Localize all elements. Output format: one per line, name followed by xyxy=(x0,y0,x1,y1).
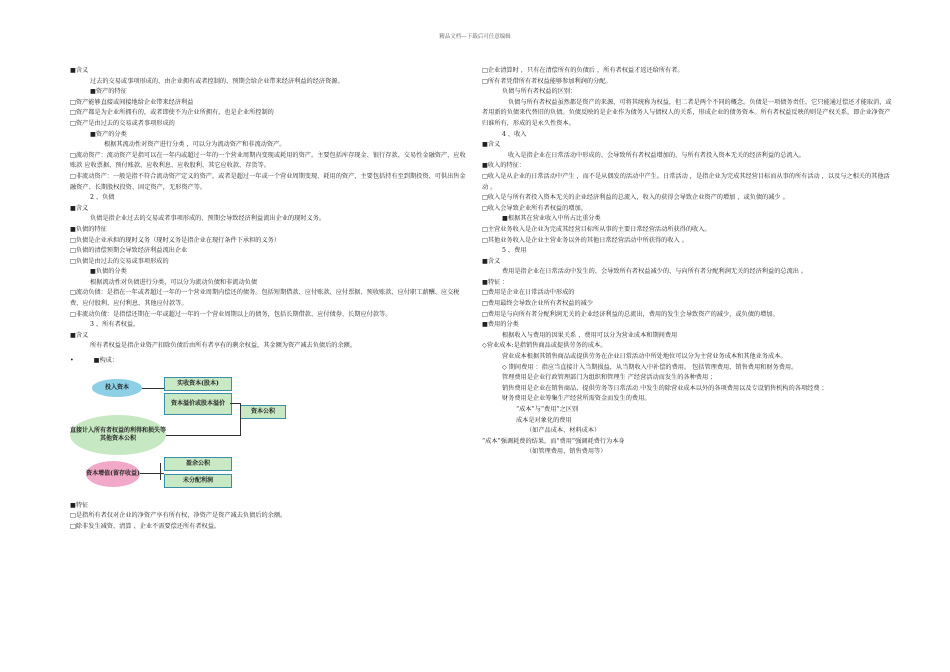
diagram-direct-gains-losses: 直接计入所有者权益的利得和损失等其他资本公积 xyxy=(70,415,166,455)
difference-text: 负债与所有者权益虽然都是资产的来源，可将其统称为权益，但二者是两个不同的概念。负债是一项债务责任，它只能通过偿还才能取消，或者用新的负债来代替旧的负债。负债反映的是企业作为债务人与债权人的关系，形成企业的债务资本。所有者权益反映的则是产权关系，即企业净资产归谁所有，形成的是永久性资本。 xyxy=(482,98,892,127)
liability-meaning-heading: ■含义 xyxy=(70,204,89,212)
asset-features-heading: ■资产的特征 xyxy=(90,88,127,96)
equity-meaning-heading: ■含义 xyxy=(70,331,89,339)
connector-vertical xyxy=(240,403,241,436)
equity-feature-4: □所有者凭借所有者权益能够参加利润的分配。 xyxy=(482,77,612,85)
diagram-invested-capital: 投入资本 xyxy=(92,379,142,397)
connector-direct xyxy=(166,435,240,436)
composition-heading: ■构成： xyxy=(93,357,119,365)
revenue-feature-1: □收入是从企业的日常活动中产生 ，而不是从偶发的活动中产生。日常活动 ，是指企业为完成其经营目标而从事的所有活动 ，以及与之相关的其他活动 。 xyxy=(482,172,890,191)
liability-classification-heading: ■负债的分类 xyxy=(90,268,127,276)
connector-premium xyxy=(230,403,240,404)
asset-feature-3: □资产是由过去的交易或者事项形成的 xyxy=(70,119,175,127)
main-business-revenue: □主营业务收入是企业为完成其经营目标所从事的主要日常经营活动所获得的收入。 xyxy=(482,225,711,233)
liability-feature-2: □负债的清偿预期会导致经济利益流出企业 xyxy=(70,247,188,255)
liability-features-heading: ■负债的特征 xyxy=(70,225,107,233)
finance-expense: 财务费用是企业筹集生产经营所需资金而发生的费用。 xyxy=(502,395,651,403)
operating-cost-definition: ◇营业成本:是指销售商品或提供劳务的成本。 xyxy=(482,342,607,350)
expense-heading: 5 、费用 xyxy=(502,247,527,255)
difference-heading: 负债与所有者权益的区别： xyxy=(502,88,577,96)
admin-expense: 管理费用是企业行政管理部门为组织和管理生 产经营活动而发生的各种费用 ； xyxy=(502,374,717,382)
equity-feature-1: □是指所有者仅对企业的净资产享有所有权，净资产是资产减去负债后的余额。 xyxy=(70,512,287,520)
left-column xyxy=(70,66,470,532)
diagram-undistributed-profit: 未分配利润 xyxy=(164,474,232,488)
equity-feature-2: □除非发生减资、清算 、企业不需要偿还所有者权益。 xyxy=(70,522,221,530)
other-business-revenue: □其他业务收入是企业主营业务以外的其他日常经营活动中所获得的收入 。 xyxy=(482,236,688,244)
liabilities-heading: 2 、负债 xyxy=(90,194,115,202)
current-liabilities: □流动负债：是指在一年或者超过一年的一个营业周期内偿还的债务。包括短期借款、应付账款、应付票据、预收账款、应付职工薪酬、应交税费、应付股利、应付利息、其他应付款等。 xyxy=(70,289,460,308)
revenue-heading: 4 、收入 xyxy=(502,130,527,138)
liability-feature-1: □负债是企业承担的现时义务（现时义务是指企业在现行条件下承担的义务） xyxy=(70,236,281,244)
expense-feature-1: □费用是企业在日常活动中形成的 xyxy=(482,289,575,297)
cost-vs-expense-text: “成本”强调耗费的结果，而“费用”强调耗费行为本身 xyxy=(482,437,625,445)
diagram-surplus-reserve: 盈余公积 xyxy=(164,457,232,471)
asset-classification-text: 根据其流动性对资产进行分类 ，可以分为流动资产和非流动资产。 xyxy=(104,141,286,149)
connector-invest xyxy=(142,388,164,389)
operating-cost-text: 营业成本根据其销售商品或提供劳务在企业日常活动中所处地位可以分为主营业务成本和其他业务成本。 xyxy=(502,353,787,361)
expense-classification-text: 根据收入与费用的因果关系 ，费用可以分为营业成本和期间费用 xyxy=(502,331,678,339)
equity-composition-diagram xyxy=(70,375,310,491)
equity-definition: 所有者权益是指企业资产扣除负债后由所有者享有的剩余权益，其金额为资产减去负债后的余额。 xyxy=(90,342,357,350)
revenue-classification-heading: ■根据其在营业收入中所占比重分类 xyxy=(502,215,601,223)
cost-vs-expense-heading: “成本”与“费用”之区别 xyxy=(516,406,579,413)
connector-retained-vertical xyxy=(160,463,161,480)
expense-example: （如管理费用、销售费用等） xyxy=(526,448,607,456)
right-column xyxy=(482,66,892,458)
composition-line xyxy=(70,356,470,367)
asset-feature-1: □资产能够直接或间接地给企业带来经济利益 xyxy=(70,98,194,106)
diagram-retained-earnings: 资本增值(留存收益) xyxy=(86,461,140,487)
expense-definition: 费用是指企业在日常活动中发生的、会导致所有者权益减少的、与向所有者分配利润无关的经济利益的总流出 。 xyxy=(502,268,808,276)
non-current-liabilities: □非流动负债：是指偿还期在一年或超过一年的一个营业周期以上的债务，包括长期借款、应付债券、长期应付款等。 xyxy=(70,310,392,318)
diagram-capital-reserve: 资本公积 xyxy=(240,405,286,419)
revenue-definition: 收入是指企业在日常活动中形成的、会导致所有者权益增加的、与所有者投入资本无关的经济利益的总流入。 xyxy=(508,151,805,159)
liability-feature-3: □负债是由过去的交易或事项形成的 xyxy=(70,257,169,265)
expense-feature-3: □费用是与向所有者分配利润无关的企业经济利益的总流出，费用的发生会导致资产的减少，或负债的增加。 xyxy=(482,310,779,318)
cost-definition: 成本是对象化的费用 xyxy=(516,416,572,424)
revenue-meaning-heading: ■含义 xyxy=(482,141,501,149)
bullet-dot: • xyxy=(70,357,74,365)
section-meaning: ■含义 xyxy=(70,67,89,74)
asset-classification-heading: ■资产的分类 xyxy=(90,130,127,138)
liability-definition: 负债是指企业过去的交易或者事项形成的、预期会导致经济利益流出企业的现时义务。 xyxy=(90,215,326,223)
period-expense-definition: ◇ 期间费用 ：指应当直接计入当期损益，从当期收入中补偿的费用。 包括管理费用、销售费用和财务费用。 xyxy=(502,363,798,371)
page-header: 精品文档---下载后可任意编辑 xyxy=(439,34,511,40)
equity-features-heading: ■特征 xyxy=(70,501,89,509)
revenue-feature-2: □收入是与所有者投入资本无关的企业经济利益的总流入，收入的获得会导致企业资产的增加 ，或负债的减少 。 xyxy=(482,194,789,202)
diagram-capital-premium: 资本溢价或股本溢价 xyxy=(164,393,232,415)
expense-feature-2: □费用最终会导致企业所有者权益的减少 xyxy=(482,300,594,308)
liability-classification-text: 根据流动性对负债进行分类，可以分为流动负债和非流动负债 xyxy=(90,278,258,286)
expense-meaning-heading: ■含义 xyxy=(482,257,501,265)
diagram-paid-in-capital: 实收资本(股本) xyxy=(164,377,232,391)
non-current-assets: □非流动资产：一般是指不符合流动资产定义的资产，或者是超过一年或一个营业周期变现、耗用的资产，主要包括持有至到期投资、可供出售金融资产、长期股权投资、固定资产，无形资产等。 xyxy=(70,172,466,191)
expense-classification-heading: ■费用的分类 xyxy=(482,321,519,329)
revenue-feature-3: □收入会导致企业所有者权益的增加。 xyxy=(482,204,587,212)
asset-feature-2: □资产都是为企业所拥有的，或者即使不为企业所拥有，也是企业所控制的 xyxy=(70,109,274,117)
equity-feature-3: □企业清算时 ，只有在清偿所有的负债后 ，所有者权益才返还给所有者。 xyxy=(482,67,684,74)
expense-features-heading: ■特征 ： xyxy=(482,278,509,286)
equity-heading: 3 、所有者权益。 xyxy=(90,321,140,329)
selling-expense: 销售费用是企业在销售商品、提供劳务等日常活动 中发生的除营业成本以外的各项费用以及专设销售机构的各项经费 ； xyxy=(502,384,828,392)
cost-example: （如产品成本、材料成本） xyxy=(526,427,601,435)
current-assets: □流动资产：流动资产是指可以在一年内或超过一年的一个营业周期内变现或耗用的资产。主要包括库存现金、银行存款、交易性金融资产、应收账款 应收票据、预付账款、应收利息、应收股利、其它应收款、存货等。 xyxy=(70,151,466,170)
revenue-features-heading: ■收入的特征： xyxy=(482,162,525,170)
asset-definition: 过去的交易或事项形成的、由企业拥有或者控制的、预期会给企业带来经济利益的经济资源。 xyxy=(90,77,344,85)
